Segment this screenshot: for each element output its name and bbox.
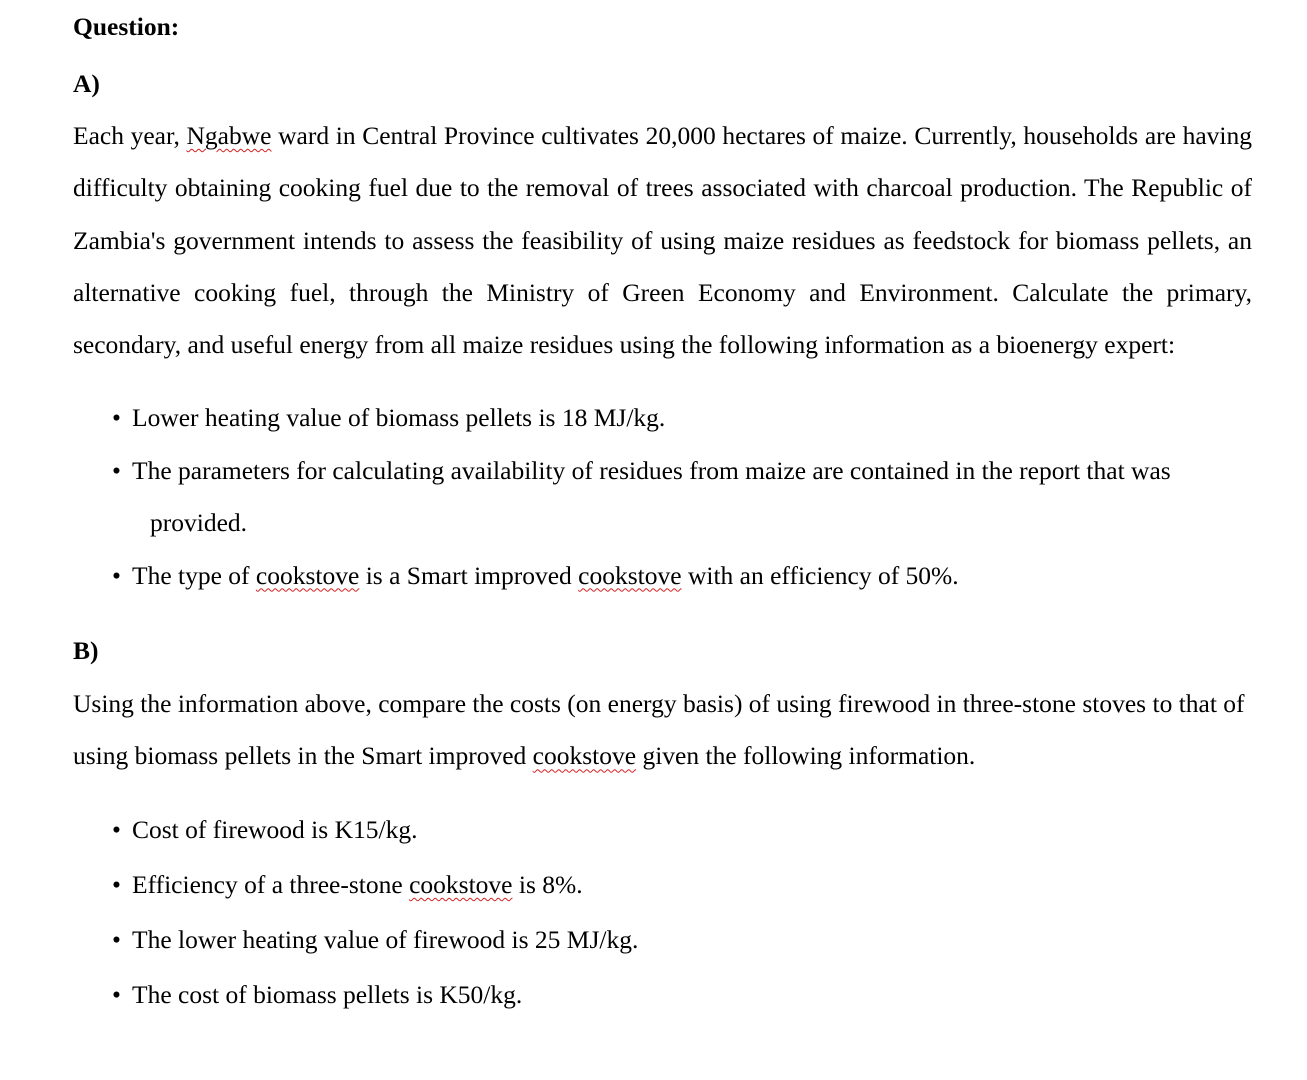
question-label: Question: [73,12,180,41]
misspelled-word-cookstove[interactable]: cookstove [255,560,360,590]
list-item: • Cost of firewood is K15/kg. [112,802,1252,857]
list-item: • The parameters for calculating availability of residues from maize are contained in the report that was provided. [112,445,1252,550]
misspelled-word-ngabwe[interactable]: Ngabwe [186,121,272,150]
part-a-label: A) [73,69,100,98]
list-item: • The cost of biomass pellets is K50/kg. [112,967,1252,1022]
list-item: • Lower heating value of biomass pellets is 18 MJ/kg. [112,392,1252,445]
misspelled-word-cookstove[interactable]: cookstove [409,870,513,899]
bullet-icon: • [112,455,121,485]
bullet-icon: • [112,560,121,590]
part-a-paragraph: Each year, Ngabwe ward in Central Province cultivates 20,000 hectares of maize. Currently, households are having difficulty obtaining cooking fuel due to the removal of trees associated with charcoal production. The Republic of Zambia's government intends to assess the feasibility of using maize residues as feedstock for biomass pellets, an alternative cooking fuel, through the Ministry of Green Economy and Environment. Calculate the primary, secondary, and useful energy from all maize residues using the following information as a bioenergy expert: [73,121,1252,360]
list-item: • Efficiency of a three-stone cookstove is 8%. [112,857,1252,912]
bullet-icon: • [112,815,121,844]
part-b-bullet-list [112,802,1252,1022]
bullet-icon: • [112,870,121,899]
list-item: • The type of cookstove is a Smart improved cookstove with an efficiency of 50%. [112,550,1252,603]
part-b-paragraph: Using the information above, compare the costs (on energy basis) of using firewood in three-stone stoves to that of using biomass pellets in the Smart improved cookstove given the following information. [73,689,1245,771]
list-item: • The lower heating value of firewood is 25 MJ/kg. [112,912,1252,967]
misspelled-word-cookstove[interactable]: cookstove [532,741,637,771]
misspelled-word-cookstove[interactable]: cookstove [578,560,682,590]
part-b-label: B) [73,636,99,665]
bullet-icon: • [112,925,121,954]
part-a-bullet-list [112,392,1252,602]
bullet-icon: • [112,403,121,432]
bullet-icon: • [112,980,121,1009]
